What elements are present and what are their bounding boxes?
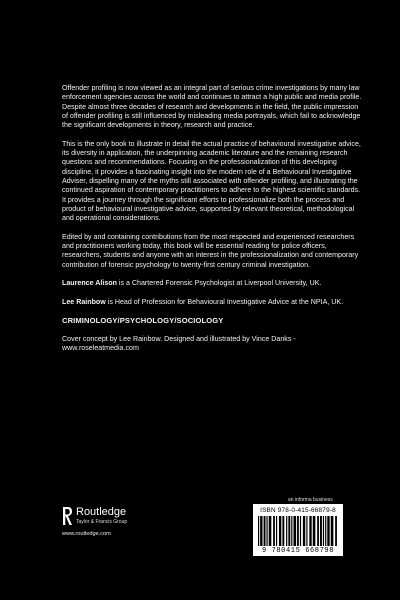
informa-tagline: an informa business (288, 497, 333, 503)
barcode (253, 504, 343, 556)
paragraph-audience: Edited by and containing contributions from the most respected and experienced researchers and practitioners working today, this book will be essential reading for police officers, researchers, students and anyone with an interest in the professionalization and contemporary contribution of forensic psychology to twenty-first century criminal investigation. (62, 232, 359, 269)
subject-categories: CRIMINOLOGY/PSYCHOLOGY/SOCIOLOGY (62, 316, 224, 326)
publisher-url: www.routledge.com (62, 531, 111, 537)
routledge-r-icon (62, 506, 73, 526)
cover-credit: Cover concept by Lee Rainbow. Designed and illustrated by Vince Danks - www.roseleatmedia.com (62, 334, 296, 353)
bio-rainbow (62, 298, 362, 307)
bio-text: is a Chartered Forensic Psychologist at Liverpool University, UK. (116, 279, 322, 288)
publisher-logo (62, 506, 182, 546)
bio-name: Lee Rainbow (62, 297, 106, 306)
bio-alison (62, 279, 362, 288)
bio-text: is Head of Profession for Behavioural Investigative Advice at the NPIA, UK. (105, 297, 344, 306)
publisher-name: Routledge (76, 506, 127, 518)
paragraph-intro: Offender profiling is now viewed as an integral part of serious crime investigations by many law enforcement agencies across the world and continues to attract a high public and media profile. Despite almost three decades of research and developments in the field, the public impression of offender profiling is still influenced by misleading media portrayals, which fail to acknowledge the significant developments in theory, research and practice. (62, 84, 362, 130)
isbn-label: ISBN 978-0-415-66879-8 (260, 507, 336, 514)
paragraph-description: This is the only book to illustrate in detail the actual practice of behavioural investigative advice, its diversity in application, the underpinning academic literature and the remaining research questions and recommendations. Focusing on the professionalization of this developing discipline, it provides a fascinating insight into the modern role of a Behavioural Investigative Adviser, dispelling many of the myths still associated with offender profiling, and illustrating the continued aspiration of contemporary practitioners to adhere to the highest scientific standards. It provides a journey through the significant efforts to professionalize both the process and product of behavioural investigative advice, supported by relevant theoretical, methodological and operational considerations. (62, 139, 361, 223)
barcode-bars (258, 516, 338, 546)
barcode-digits: 9 780415 668798 (261, 547, 334, 555)
publisher-group: Taylor & Francis Group (76, 519, 128, 525)
blurb-text (62, 84, 362, 353)
bio-name: Laurence Alison (62, 279, 117, 288)
